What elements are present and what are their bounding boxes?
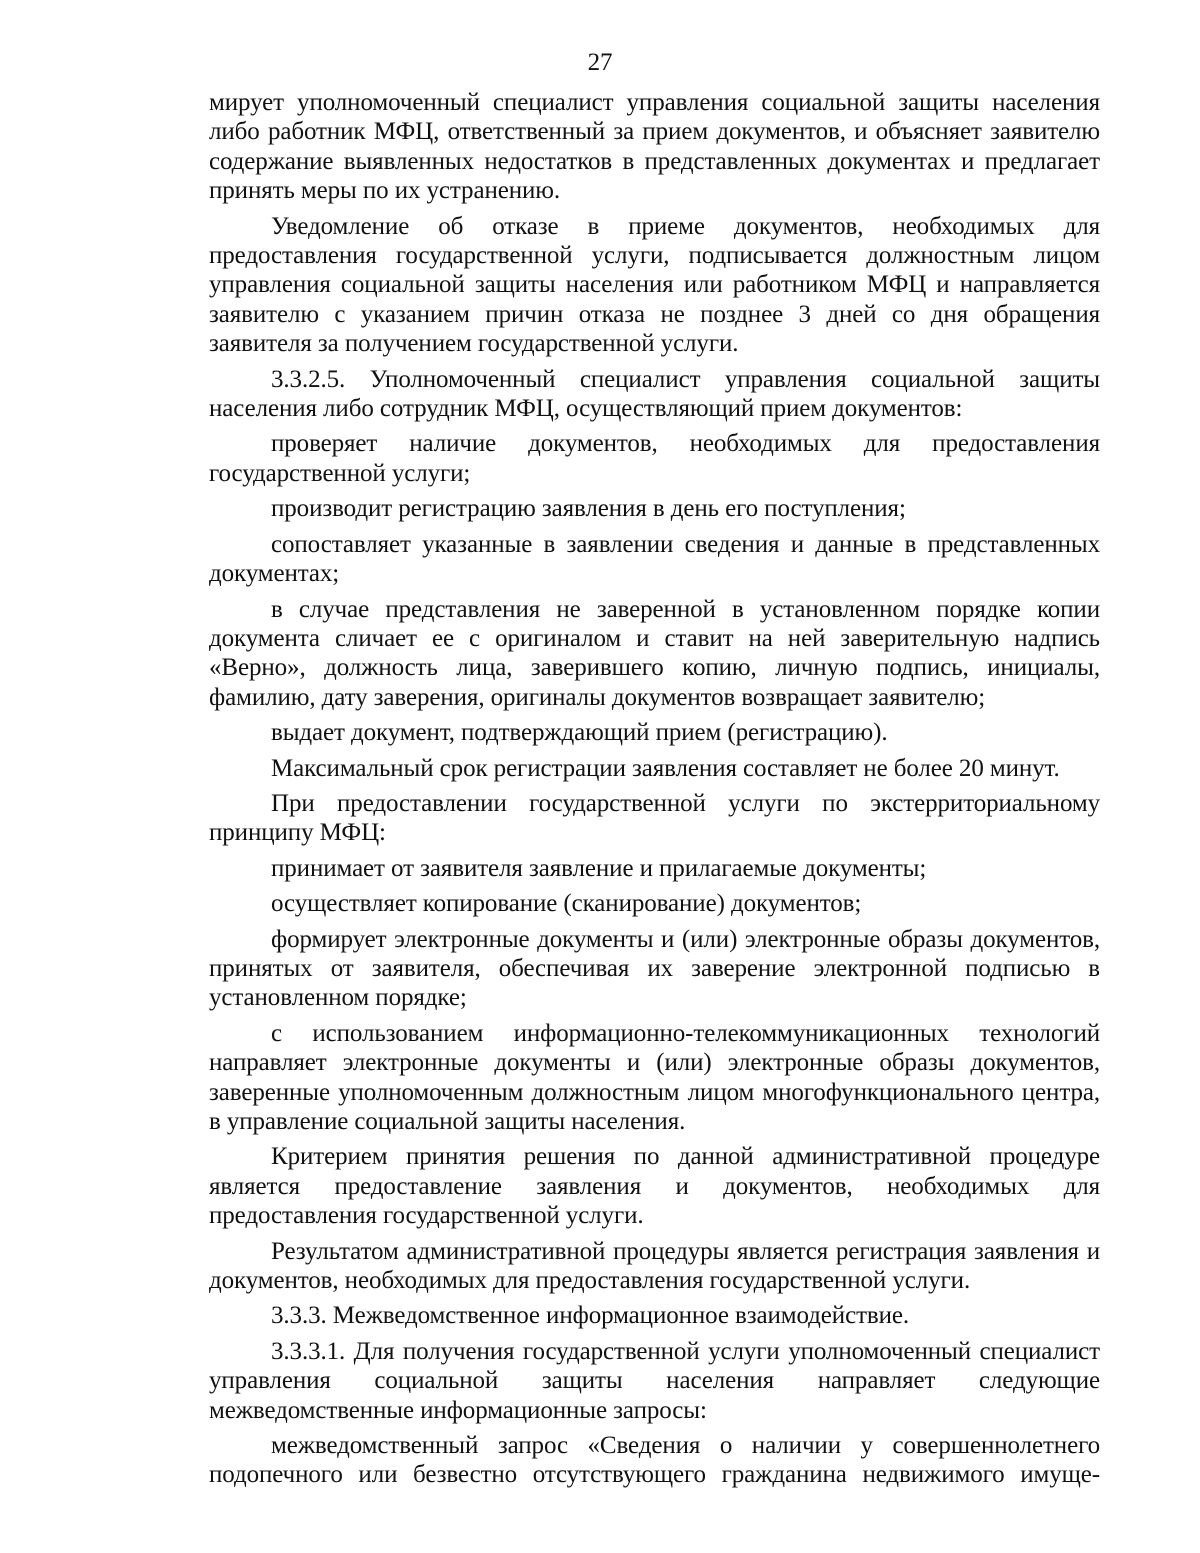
paragraph: Уведомление об отказе в приеме документов, необходимых для предоставления государственной услуги, подписывается должностным лицом управления социальной защиты населения или работником МФЦ и направляется заявителю с указанием причин отказа не позднее 3 дней со дня обращения заявителя за получением государственной услуги. [209,212,1100,358]
paragraph: Максимальный срок регистрации заявления составляет не более 20 минут. [271,754,1060,782]
paragraph: производит регистрацию заявления в день его поступления; [271,495,906,523]
paragraph: с использованием информационно-телекоммуникационных технологий направляет электронные документы и (или) электронные образы документов, заверенные уполномоченным должностным лицом многофункционального центра, в управление социальной защиты населения. [209,1019,1100,1135]
paragraph: Результатом административной процедуры является регистрация заявления и документов, необходимых для предоставления государственной услуги. [209,1237,1100,1295]
paragraph: осуществляет копирование (сканирование) документов; [271,890,862,918]
paragraph: Критерием принятия решения по данной административной процедуре является предоставление заявления и документов, необходимых для предоставления государственной услуги. [209,1143,1100,1230]
paragraph: формирует электронные документы и (или) электронные образы документов, принятых от заявителя, обеспечивая их заверение электронной подписью в установленном порядке; [209,925,1100,1012]
paragraph: в случае представления не заверенной в установленном порядке копии документа сличает ее с оригиналом и ставит на ней заверительную надпись «Верно», должность лица, заверившего копию, личную подпись, инициалы, фамилию, дату заверения, оригиналы документов возвращает заявителю; [209,595,1100,711]
page-number: 27 [587,49,613,76]
paragraph: межведомственный запрос «Сведения о наличии у совершеннолетнего подопечного или безвестно отсутствующего гражданина недвижимого имуще- [209,1432,1100,1489]
paragraph: проверяет наличие документов, необходимых для предоставления государственной услуги; [209,430,1100,487]
paragraph: 3.3.3. Межведомственное информационное взаимодействие. [271,1302,910,1330]
paragraph: 3.3.2.5. Уполномоченный специалист управления социальной защиты населения либо сотрудник МФЦ, осуществляющий прием документов: [209,365,1100,423]
document-body [209,88,1100,1496]
paragraph: сопоставляет указанные в заявлении сведения и данные в представленных документах; [209,530,1100,588]
paragraph: 3.3.3.1. Для получения государственной услуги уполномоченный специалист управления социальной защиты населения направляет следующие межведомственные информационные запросы: [209,1337,1100,1424]
paragraph: мирует уполномоченный специалист управления социальной защиты населения либо работник МФЦ, ответственный за прием документов, и объясняет заявителю содержание выявленных недостатков в представленных документах и предлагает принять меры по их устранению. [209,89,1100,205]
paragraph: выдает документ, подтверждающий прием (регистрацию). [271,719,888,747]
paragraph: принимает от заявителя заявление и прилагаемые документы; [271,854,927,882]
paragraph: При предоставлении государственной услуги по экстерриториальному принципу МФЦ: [209,789,1100,847]
